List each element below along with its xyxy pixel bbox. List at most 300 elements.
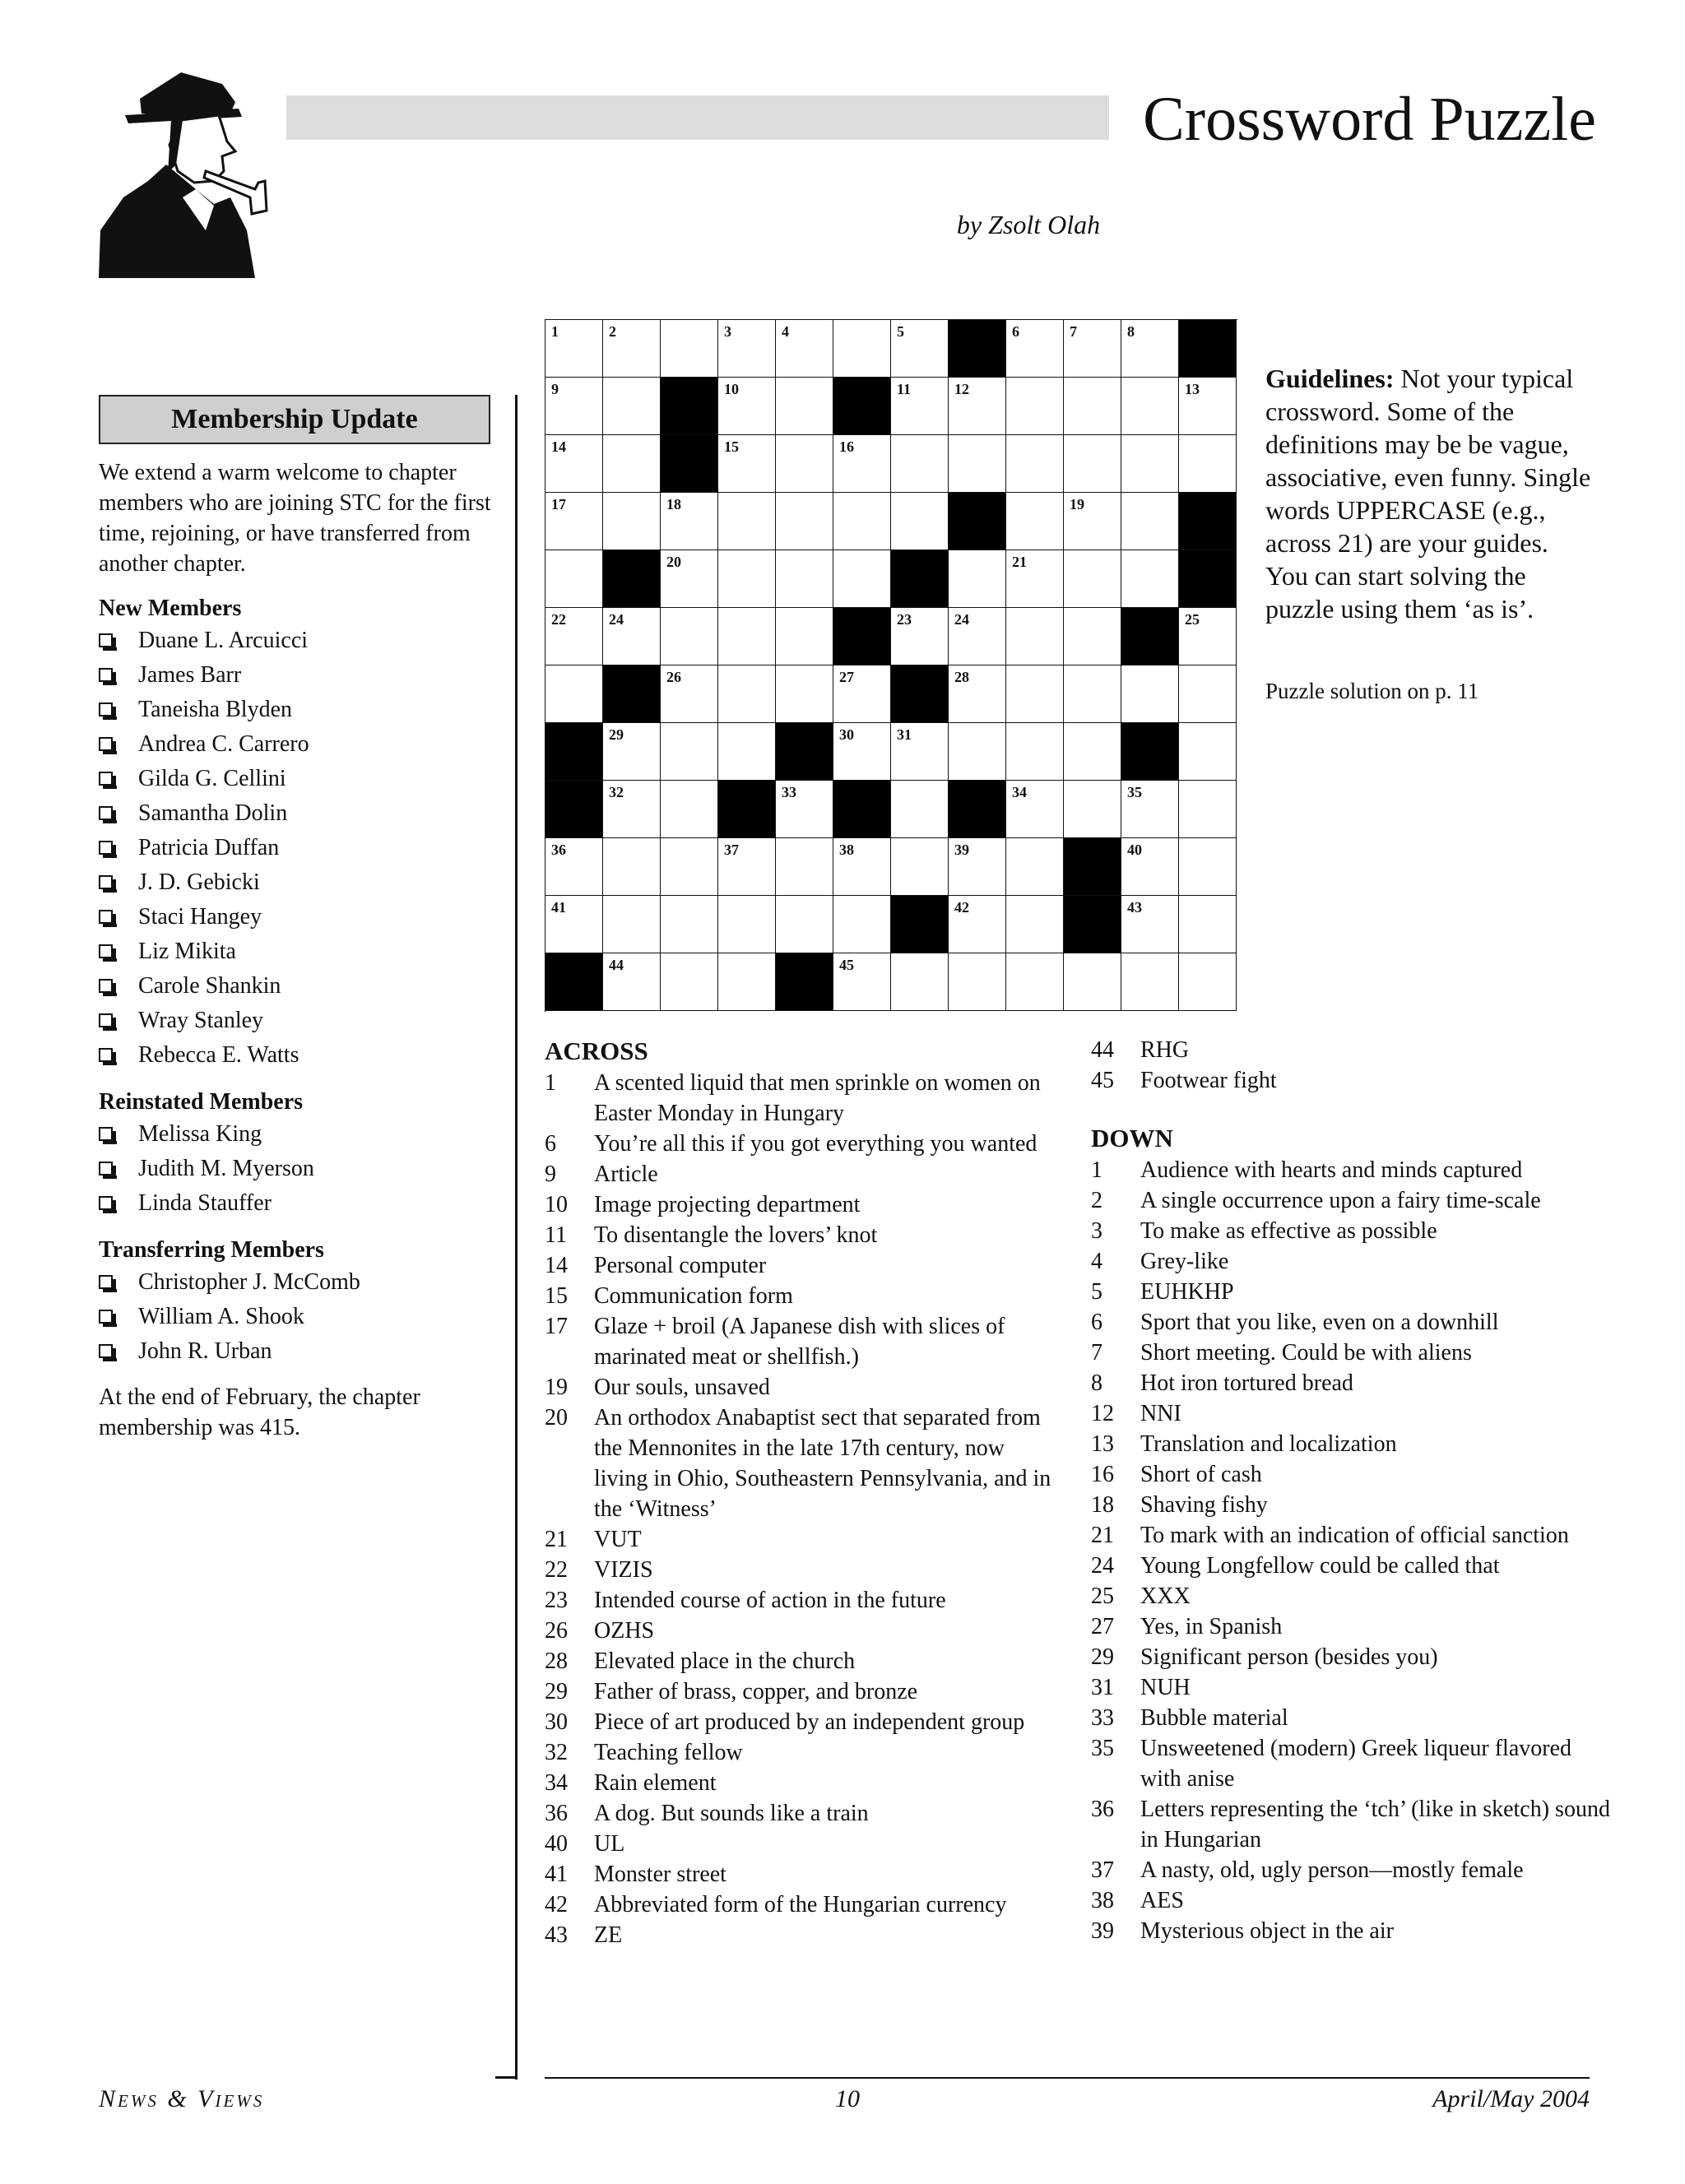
- reinstated-member-item: [99, 1117, 494, 1152]
- checkbox-icon: [99, 1196, 113, 1210]
- down-clue: [1091, 1672, 1618, 1703]
- grid-cell[interactable]: [661, 781, 718, 838]
- grid-cell[interactable]: [1006, 665, 1064, 723]
- grid-cell[interactable]: [949, 378, 1006, 435]
- grid-cell[interactable]: [718, 378, 776, 435]
- grid-cell[interactable]: [891, 781, 949, 838]
- grid-cell[interactable]: [1121, 550, 1179, 608]
- new-member-name: J. D. Gebicki: [138, 869, 260, 895]
- checkbox-icon: [99, 633, 113, 647]
- down-clue: [1091, 1307, 1618, 1338]
- grid-cell[interactable]: [718, 550, 776, 608]
- across-clue: [545, 1890, 1055, 1920]
- clue-text: To make as effective as possible: [1140, 1218, 1437, 1244]
- grid-cell[interactable]: [891, 378, 949, 435]
- clue-number: 40: [545, 1831, 568, 1857]
- transferring-member-item: [99, 1334, 494, 1369]
- clue-text: VUT: [594, 1527, 642, 1552]
- across-clue: [545, 1524, 1055, 1555]
- clue-number: 35: [1091, 1736, 1114, 1761]
- cell-number: 28: [954, 669, 969, 685]
- across-clue: [1091, 1065, 1618, 1096]
- cell-number: 14: [551, 438, 566, 455]
- grid-cell[interactable]: [776, 550, 833, 608]
- grid-cell[interactable]: [1121, 838, 1179, 896]
- grid-cell[interactable]: [1064, 550, 1121, 608]
- clue-number: 25: [1091, 1584, 1114, 1609]
- clue-text: Mysterious object in the air: [1140, 1918, 1394, 1944]
- across-clue: [545, 1311, 1055, 1372]
- grid-cell[interactable]: [1179, 435, 1237, 493]
- grid-cell[interactable]: [603, 608, 661, 665]
- clue-text: Elevated place in the church: [594, 1648, 856, 1674]
- grid-block: [833, 608, 891, 665]
- clue-text: A scented liquid that men sprinkle on women on Easter Monday in Hungary: [594, 1070, 1041, 1126]
- grid-cell[interactable]: [603, 378, 661, 435]
- grid-cell[interactable]: [603, 320, 661, 378]
- across-clue: [545, 1798, 1055, 1829]
- cell-number: 11: [897, 381, 912, 397]
- new-member-item: [99, 658, 494, 693]
- grid-cell[interactable]: [776, 896, 833, 953]
- across-clue: [545, 1585, 1055, 1616]
- clue-number: 33: [1091, 1705, 1114, 1731]
- grid-cell[interactable]: [1006, 320, 1064, 378]
- across-clue: [545, 1189, 1055, 1220]
- grid-cell[interactable]: [661, 896, 718, 953]
- cell-number: 36: [551, 842, 566, 858]
- grid-cell[interactable]: [1179, 665, 1237, 723]
- checkbox-icon: [99, 1162, 113, 1175]
- grid-cell[interactable]: [603, 896, 661, 953]
- grid-cell[interactable]: [833, 665, 891, 723]
- clue-number: 12: [1091, 1401, 1114, 1426]
- across-clue: [545, 1768, 1055, 1798]
- grid-cell[interactable]: [661, 665, 718, 723]
- clue-number: 30: [545, 1709, 568, 1735]
- clue-number: 29: [1091, 1644, 1114, 1670]
- grid-cell[interactable]: [1064, 665, 1121, 723]
- grid-cell[interactable]: [776, 435, 833, 493]
- grid-cell[interactable]: [776, 608, 833, 665]
- clue-text: Short of cash: [1140, 1462, 1262, 1487]
- across-clue-list: [545, 1068, 1055, 1950]
- grid-cell[interactable]: [1121, 435, 1179, 493]
- grid-cell[interactable]: [1121, 781, 1179, 838]
- clue-text: To disentangle the lovers’ knot: [594, 1222, 878, 1248]
- grid-cell[interactable]: [1179, 723, 1237, 781]
- new-member-item: [99, 865, 494, 900]
- grid-cell[interactable]: [718, 723, 776, 781]
- grid-cell[interactable]: [718, 953, 776, 1011]
- clue-number: 11: [545, 1222, 567, 1248]
- grid-cell[interactable]: [603, 953, 661, 1011]
- clue-text: A nasty, old, ugly person—mostly female: [1140, 1857, 1524, 1883]
- clue-text: RHG: [1140, 1037, 1190, 1063]
- clue-text: Unsweetened (modern) Greek liqueur flavored with anise: [1140, 1736, 1572, 1792]
- clue-text: Monster street: [594, 1862, 726, 1887]
- cell-number: 37: [724, 842, 739, 858]
- transferring-member-item: [99, 1265, 494, 1300]
- grid-cell[interactable]: [661, 550, 718, 608]
- grid-cell[interactable]: [661, 838, 718, 896]
- grid-cell[interactable]: [718, 896, 776, 953]
- grid-cell[interactable]: [1179, 896, 1237, 953]
- grid-cell[interactable]: [1121, 320, 1179, 378]
- grid-cell[interactable]: [1006, 953, 1064, 1011]
- clue-number: 45: [1091, 1068, 1114, 1093]
- grid-cell[interactable]: [833, 435, 891, 493]
- cell-number: 6: [1012, 323, 1019, 340]
- down-clue: [1091, 1398, 1618, 1429]
- clue-number: 22: [545, 1557, 568, 1583]
- clue-text: Hot iron tortured bread: [1140, 1370, 1353, 1396]
- grid-cell[interactable]: [1179, 781, 1237, 838]
- new-member-item: [99, 1038, 494, 1073]
- clue-number: 10: [545, 1192, 568, 1217]
- checkbox-icon: [99, 1275, 113, 1289]
- grid-cell[interactable]: [833, 838, 891, 896]
- reinstated-member-name: Linda Stauffer: [138, 1190, 272, 1216]
- grid-cell[interactable]: [718, 435, 776, 493]
- clue-text: Teaching fellow: [594, 1740, 743, 1765]
- clue-number: 37: [1091, 1857, 1114, 1883]
- grid-block: [661, 378, 718, 435]
- grid-cell[interactable]: [661, 608, 718, 665]
- grid-cell[interactable]: [718, 493, 776, 550]
- cell-number: 19: [1070, 496, 1084, 512]
- reinstated-member-name: Judith M. Myerson: [138, 1156, 314, 1181]
- detective-logo: [91, 66, 288, 280]
- grid-cell[interactable]: [718, 608, 776, 665]
- new-member-item: [99, 900, 494, 934]
- new-member-name: Taneisha Blyden: [138, 697, 292, 722]
- clue-number: 44: [1091, 1037, 1114, 1063]
- down-clue: [1091, 1520, 1618, 1551]
- across-clue: [545, 1737, 1055, 1768]
- clue-text: Communication form: [594, 1283, 793, 1309]
- issue-date: April/May 2004: [1432, 2085, 1590, 2112]
- cell-number: 23: [897, 611, 912, 628]
- membership-total-note: At the end of February, the chapter membership was 415.: [99, 1384, 420, 1440]
- new-member-name: Carole Shankin: [138, 973, 281, 999]
- clue-number: 38: [1091, 1888, 1114, 1913]
- clue-number: 31: [1091, 1675, 1114, 1700]
- new-member-name: Patricia Duffan: [138, 835, 280, 860]
- grid-cell[interactable]: [1179, 838, 1237, 896]
- grid-cell[interactable]: [1006, 435, 1064, 493]
- clue-text: Significant person (besides you): [1140, 1644, 1438, 1670]
- grid-cell[interactable]: [1121, 665, 1179, 723]
- grid-cell[interactable]: [833, 493, 891, 550]
- cell-number: 35: [1127, 784, 1142, 800]
- grid-cell[interactable]: [776, 665, 833, 723]
- clue-text: Short meeting. Could be with aliens: [1140, 1340, 1472, 1366]
- clue-text: Image projecting department: [594, 1192, 861, 1217]
- grid-cell[interactable]: [776, 320, 833, 378]
- across-heading: ACROSS: [545, 1036, 648, 1065]
- down-clue: [1091, 1611, 1618, 1642]
- grid-cell[interactable]: [603, 435, 661, 493]
- grid-cell[interactable]: [1179, 608, 1237, 665]
- grid-cell[interactable]: [776, 493, 833, 550]
- clue-number: 27: [1091, 1614, 1114, 1639]
- down-clue: [1091, 1703, 1618, 1733]
- transferring-member-name: William A. Shook: [138, 1304, 304, 1329]
- grid-cell[interactable]: [1006, 493, 1064, 550]
- clue-number: 34: [545, 1770, 568, 1796]
- cell-number: 41: [551, 899, 566, 916]
- grid-cell[interactable]: [1006, 781, 1064, 838]
- grid-cell[interactable]: [603, 838, 661, 896]
- checkbox-icon: [99, 702, 113, 716]
- grid-block: [545, 953, 603, 1011]
- grid-cell[interactable]: [891, 723, 949, 781]
- across-clue: [545, 1403, 1055, 1524]
- clue-number: 43: [545, 1922, 568, 1948]
- clue-number: 1: [545, 1070, 556, 1096]
- cell-number: 26: [666, 669, 681, 685]
- across-clue: [545, 1859, 1055, 1890]
- guidelines: [1265, 362, 1594, 625]
- grid-cell[interactable]: [1121, 953, 1179, 1011]
- clue-number: 21: [545, 1527, 568, 1552]
- grid-cell[interactable]: [1006, 378, 1064, 435]
- grid-block: [1064, 896, 1121, 953]
- grid-cell[interactable]: [949, 838, 1006, 896]
- grid-block: [949, 320, 1006, 378]
- clue-number: 24: [1091, 1553, 1114, 1579]
- checkbox-icon: [99, 910, 113, 924]
- grid-cell[interactable]: [1179, 378, 1237, 435]
- across-clue: [545, 1829, 1055, 1859]
- byline: by Zsolt Olah: [956, 210, 1101, 239]
- transferring-member-name: Christopher J. McComb: [138, 1269, 360, 1295]
- grid-block: [603, 550, 661, 608]
- grid-cell[interactable]: [1006, 838, 1064, 896]
- grid-block: [776, 953, 833, 1011]
- grid-block: [776, 723, 833, 781]
- across-clue: [545, 1372, 1055, 1403]
- grid-cell[interactable]: [891, 838, 949, 896]
- grid-cell[interactable]: [776, 838, 833, 896]
- down-clue: [1091, 1733, 1618, 1794]
- grid-cell[interactable]: [1064, 378, 1121, 435]
- across-clue: [545, 1920, 1055, 1950]
- grid-block: [545, 723, 603, 781]
- clue-number: 42: [545, 1892, 568, 1917]
- grid-block: [891, 550, 949, 608]
- across-clue: [545, 1555, 1055, 1585]
- clue-text: ZE: [594, 1922, 623, 1948]
- grid-block: [1121, 608, 1179, 665]
- grid-cell[interactable]: [1006, 608, 1064, 665]
- cell-number: 31: [897, 726, 912, 743]
- clue-text: Rain element: [594, 1770, 717, 1796]
- cell-number: 44: [609, 957, 624, 973]
- reinstated-member-item: [99, 1152, 494, 1186]
- new-member-name: Samantha Dolin: [138, 800, 288, 826]
- down-clue: [1091, 1855, 1618, 1885]
- grid-cell[interactable]: [949, 608, 1006, 665]
- across-clue: [545, 1068, 1055, 1129]
- down-clue: [1091, 1490, 1618, 1520]
- clue-text: Abbreviated form of the Hungarian currency: [594, 1892, 1007, 1917]
- grid-cell[interactable]: [603, 781, 661, 838]
- clue-number: 29: [545, 1679, 568, 1704]
- grid-cell[interactable]: [1064, 608, 1121, 665]
- grid-cell[interactable]: [545, 838, 603, 896]
- grid-cell[interactable]: [833, 953, 891, 1011]
- grid-cell[interactable]: [833, 896, 891, 953]
- down-clue: [1091, 1794, 1618, 1855]
- grid-cell[interactable]: [891, 608, 949, 665]
- clue-number: 41: [545, 1862, 568, 1887]
- checkbox-icon: [99, 1310, 113, 1324]
- grid-cell[interactable]: [891, 953, 949, 1011]
- grid-cell[interactable]: [545, 608, 603, 665]
- down-clue: [1091, 1368, 1618, 1398]
- new-member-item: [99, 762, 494, 796]
- clue-text: You’re all this if you got everything you wanted: [594, 1131, 1037, 1157]
- clue-number: 39: [1091, 1918, 1114, 1944]
- down-clues: [1091, 1122, 1618, 1946]
- grid-cell[interactable]: [603, 723, 661, 781]
- grid-cell[interactable]: [661, 320, 718, 378]
- grid-block: [603, 665, 661, 723]
- grid-cell[interactable]: [1006, 550, 1064, 608]
- grid-cell[interactable]: [661, 953, 718, 1011]
- cell-number: 34: [1012, 784, 1027, 800]
- cell-number: 3: [724, 323, 731, 340]
- grid-cell[interactable]: [1064, 953, 1121, 1011]
- checkbox-icon: [99, 1127, 113, 1141]
- clue-number: 21: [1091, 1523, 1114, 1548]
- grid-cell[interactable]: [1064, 723, 1121, 781]
- grid-cell[interactable]: [1121, 493, 1179, 550]
- new-member-item: [99, 1004, 494, 1038]
- across-clue: [545, 1129, 1055, 1159]
- grid-cell[interactable]: [833, 550, 891, 608]
- transferring-members-list: [99, 1265, 494, 1369]
- clue-text: A single occurrence upon a fairy time-scale: [1140, 1188, 1541, 1213]
- grid-cell[interactable]: [891, 493, 949, 550]
- down-clue-list: [1091, 1155, 1618, 1946]
- checkbox-icon: [99, 1344, 113, 1358]
- grid-cell[interactable]: [1121, 378, 1179, 435]
- grid-cell[interactable]: [545, 493, 603, 550]
- clue-text: Bubble material: [1140, 1705, 1288, 1731]
- cell-number: 5: [897, 323, 904, 340]
- clue-text: NNI: [1140, 1401, 1181, 1426]
- cell-number: 10: [724, 381, 739, 397]
- down-clue: [1091, 1155, 1618, 1185]
- across-clue: [545, 1616, 1055, 1646]
- across-clue: [545, 1646, 1055, 1676]
- cell-number: 9: [551, 381, 559, 397]
- grid-cell[interactable]: [1121, 896, 1179, 953]
- clue-text: Piece of art produced by an independent group: [594, 1709, 1025, 1735]
- grid-cell[interactable]: [833, 723, 891, 781]
- clue-number: 36: [545, 1801, 568, 1826]
- membership-sidebar: [99, 395, 494, 1443]
- grid-cell[interactable]: [776, 781, 833, 838]
- grid-cell[interactable]: [1179, 953, 1237, 1011]
- grid-cell[interactable]: [718, 665, 776, 723]
- clue-number: 7: [1091, 1340, 1102, 1366]
- down-heading: DOWN: [1091, 1124, 1173, 1152]
- checkbox-icon: [99, 1013, 113, 1027]
- clue-number: 19: [545, 1375, 568, 1400]
- clue-number: 36: [1091, 1797, 1114, 1822]
- grid-cell[interactable]: [891, 320, 949, 378]
- clue-number: 2: [1091, 1188, 1102, 1213]
- grid-block: [1121, 723, 1179, 781]
- grid-cell[interactable]: [949, 723, 1006, 781]
- grid-cell[interactable]: [1064, 435, 1121, 493]
- clue-text: Audience with hearts and minds captured: [1140, 1157, 1523, 1183]
- grid-cell[interactable]: [545, 378, 603, 435]
- clue-text: UL: [594, 1831, 625, 1857]
- grid-cell[interactable]: [891, 435, 949, 493]
- cell-number: 22: [551, 611, 566, 628]
- grid-block: [891, 896, 949, 953]
- grid-cell[interactable]: [545, 896, 603, 953]
- grid-cell[interactable]: [1064, 493, 1121, 550]
- clue-text: Young Longfellow could be called that: [1140, 1553, 1500, 1579]
- checkbox-icon: [99, 979, 113, 993]
- grid-cell[interactable]: [949, 665, 1006, 723]
- cell-number: 13: [1185, 381, 1200, 397]
- grid-cell[interactable]: [661, 493, 718, 550]
- grid-cell[interactable]: [718, 838, 776, 896]
- cell-number: 32: [609, 784, 624, 800]
- cell-number: 45: [839, 957, 854, 973]
- grid-cell[interactable]: [949, 435, 1006, 493]
- grid-cell[interactable]: [545, 435, 603, 493]
- clue-text: Personal computer: [594, 1253, 767, 1278]
- checkbox-icon: [99, 737, 113, 751]
- cell-number: 21: [1012, 554, 1027, 570]
- down-clue: [1091, 1277, 1618, 1307]
- grid-block: [833, 378, 891, 435]
- grid-cell[interactable]: [1006, 896, 1064, 953]
- grid-cell[interactable]: [949, 896, 1006, 953]
- grid-cell[interactable]: [1006, 723, 1064, 781]
- clue-text: Grey-like: [1140, 1249, 1229, 1274]
- sidebar-divider: [515, 395, 518, 2080]
- grid-cell[interactable]: [949, 550, 1006, 608]
- checkbox-icon: [99, 841, 113, 855]
- grid-cell[interactable]: [1064, 320, 1121, 378]
- down-clue: [1091, 1916, 1618, 1946]
- grid-cell[interactable]: [603, 493, 661, 550]
- grid-cell[interactable]: [718, 320, 776, 378]
- cell-number: 40: [1127, 842, 1142, 858]
- grid-cell[interactable]: [949, 953, 1006, 1011]
- grid-cell[interactable]: [776, 378, 833, 435]
- grid-cell[interactable]: [545, 550, 603, 608]
- clue-text: Intended course of action in the future: [594, 1588, 946, 1613]
- grid-cell[interactable]: [833, 320, 891, 378]
- clue-number: 3: [1091, 1218, 1102, 1244]
- grid-cell[interactable]: [545, 665, 603, 723]
- grid-cell[interactable]: [545, 320, 603, 378]
- grid-cell[interactable]: [661, 723, 718, 781]
- new-member-name: Duane L. Arcuicci: [138, 628, 309, 653]
- reinstated-member-item: [99, 1186, 494, 1221]
- grid-cell[interactable]: [1064, 781, 1121, 838]
